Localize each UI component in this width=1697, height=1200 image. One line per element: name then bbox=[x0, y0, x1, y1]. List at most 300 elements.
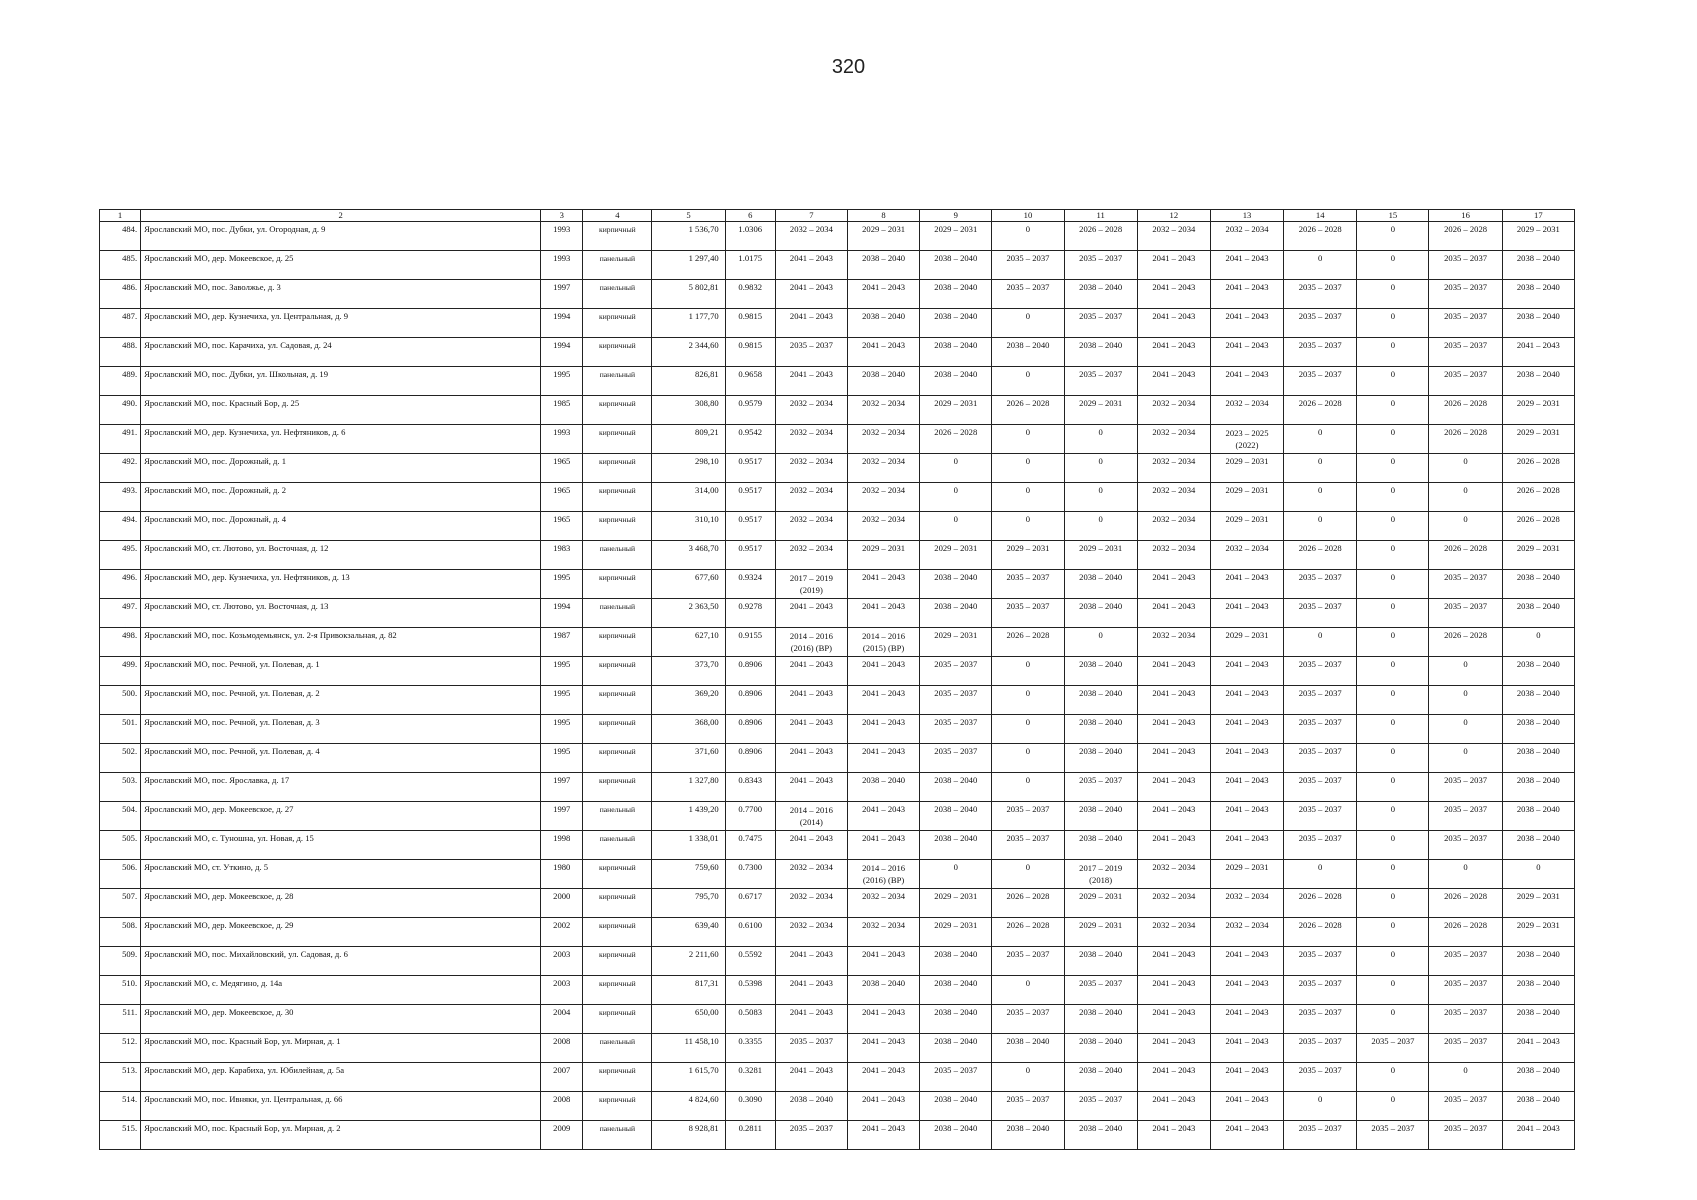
row-number-cell: 509. bbox=[100, 947, 141, 976]
total-area-cell: 759,60 bbox=[652, 860, 725, 889]
row-number-cell: 512. bbox=[100, 1034, 141, 1063]
period-col-8-cell: 2041 – 2043 bbox=[847, 1121, 919, 1150]
period-col-12-cell: 2041 – 2043 bbox=[1137, 251, 1210, 280]
period-col-8-cell: 2032 – 2034 bbox=[847, 512, 919, 541]
period-col-15-cell: 0 bbox=[1357, 947, 1429, 976]
period-col-13-cell: 2029 – 2031 bbox=[1210, 483, 1283, 512]
period-col-8-cell: 2041 – 2043 bbox=[847, 802, 919, 831]
row-number-cell: 486. bbox=[100, 280, 141, 309]
period-col-10-cell: 2026 – 2028 bbox=[992, 889, 1064, 918]
period-col-13-cell: 2041 – 2043 bbox=[1210, 251, 1283, 280]
row-number-cell: 490. bbox=[100, 396, 141, 425]
period-col-14-cell: 2035 – 2037 bbox=[1284, 1121, 1357, 1150]
table-row bbox=[100, 628, 1575, 657]
period-col-13-cell: 2041 – 2043 bbox=[1210, 744, 1283, 773]
table-row bbox=[100, 599, 1575, 628]
total-area-cell: 1 177,70 bbox=[652, 309, 725, 338]
period-col-15-cell: 0 bbox=[1357, 976, 1429, 1005]
period-col-12-cell: 2041 – 2043 bbox=[1137, 280, 1210, 309]
period-col-12-cell: 2041 – 2043 bbox=[1137, 1092, 1210, 1121]
wall-material-cell: кирпичный bbox=[583, 425, 652, 454]
wear-coefficient-cell: 1.0306 bbox=[725, 222, 775, 251]
period-col-11-cell: 0 bbox=[1064, 425, 1137, 454]
period-col-15-cell: 0 bbox=[1357, 860, 1429, 889]
build-year-cell: 1965 bbox=[541, 483, 583, 512]
period-col-8-cell: 2029 – 2031 bbox=[847, 222, 919, 251]
wear-coefficient-cell: 1.0175 bbox=[725, 251, 775, 280]
period-col-11-cell: 2038 – 2040 bbox=[1064, 1005, 1137, 1034]
period-col-15-cell: 0 bbox=[1357, 483, 1429, 512]
build-year-cell: 1993 bbox=[541, 425, 583, 454]
address-cell: Ярославский МО, дер. Мокеевское, д. 29 bbox=[141, 918, 541, 947]
period-col-10-cell: 0 bbox=[992, 860, 1064, 889]
build-year-cell: 1994 bbox=[541, 338, 583, 367]
period-col-15-cell: 0 bbox=[1357, 396, 1429, 425]
period-col-15-cell: 0 bbox=[1357, 280, 1429, 309]
period-col-17-cell: 2041 – 2043 bbox=[1502, 1121, 1574, 1150]
wear-coefficient-cell: 0.9517 bbox=[725, 541, 775, 570]
period-col-12-cell: 2041 – 2043 bbox=[1137, 976, 1210, 1005]
period-col-7-cell: 2041 – 2043 bbox=[775, 1005, 847, 1034]
period-col-7-cell: 2017 – 2019 (2019) bbox=[775, 570, 847, 599]
period-col-11-cell: 2038 – 2040 bbox=[1064, 570, 1137, 599]
period-col-9-cell: 0 bbox=[920, 454, 992, 483]
total-area-cell: 310,10 bbox=[652, 512, 725, 541]
period-col-9-cell: 0 bbox=[920, 483, 992, 512]
column-number-12: 12 bbox=[1137, 210, 1210, 222]
table-row bbox=[100, 1092, 1575, 1121]
wall-material-cell: кирпичный bbox=[583, 483, 652, 512]
period-col-14-cell: 2035 – 2037 bbox=[1284, 338, 1357, 367]
period-col-16-cell: 0 bbox=[1429, 860, 1502, 889]
period-col-15-cell: 0 bbox=[1357, 222, 1429, 251]
period-col-17-cell: 2038 – 2040 bbox=[1502, 657, 1574, 686]
period-col-17-cell: 2029 – 2031 bbox=[1502, 541, 1574, 570]
period-col-13-cell: 2041 – 2043 bbox=[1210, 1121, 1283, 1150]
period-col-14-cell: 0 bbox=[1284, 512, 1357, 541]
period-col-9-cell: 2038 – 2040 bbox=[920, 251, 992, 280]
address-cell: Ярославский МО, дер. Карабиха, ул. Юбилейная, д. 5а bbox=[141, 1063, 541, 1092]
period-col-12-cell: 2032 – 2034 bbox=[1137, 396, 1210, 425]
wall-material-cell: кирпичный bbox=[583, 947, 652, 976]
period-col-8-cell: 2014 – 2016 (2015) (ВР) bbox=[847, 628, 919, 657]
address-cell: Ярославский МО, пос. Михайловский, ул. Садовая, д. 6 bbox=[141, 947, 541, 976]
row-number-cell: 506. bbox=[100, 860, 141, 889]
period-col-9-cell: 2035 – 2037 bbox=[920, 686, 992, 715]
wall-material-cell: кирпичный bbox=[583, 396, 652, 425]
wall-material-cell: панельный bbox=[583, 280, 652, 309]
build-year-cell: 2002 bbox=[541, 918, 583, 947]
period-col-16-cell: 2026 – 2028 bbox=[1429, 425, 1502, 454]
period-col-11-cell: 2038 – 2040 bbox=[1064, 831, 1137, 860]
period-col-14-cell: 0 bbox=[1284, 251, 1357, 280]
row-number-cell: 497. bbox=[100, 599, 141, 628]
build-year-cell: 1993 bbox=[541, 222, 583, 251]
period-col-13-cell: 2032 – 2034 bbox=[1210, 541, 1283, 570]
row-number-cell: 489. bbox=[100, 367, 141, 396]
period-col-7-cell: 2032 – 2034 bbox=[775, 425, 847, 454]
period-col-9-cell: 2035 – 2037 bbox=[920, 1063, 992, 1092]
period-col-9-cell: 2035 – 2037 bbox=[920, 744, 992, 773]
period-col-12-cell: 2032 – 2034 bbox=[1137, 860, 1210, 889]
period-col-9-cell: 2035 – 2037 bbox=[920, 657, 992, 686]
period-col-12-cell: 2032 – 2034 bbox=[1137, 483, 1210, 512]
wear-coefficient-cell: 0.7700 bbox=[725, 802, 775, 831]
address-cell: Ярославский МО, пос. Дорожный, д. 1 bbox=[141, 454, 541, 483]
period-col-12-cell: 2041 – 2043 bbox=[1137, 599, 1210, 628]
period-col-11-cell: 2029 – 2031 bbox=[1064, 918, 1137, 947]
address-cell: Ярославский МО, пос. Красный Бор, ул. Мирная, д. 1 bbox=[141, 1034, 541, 1063]
period-col-11-cell: 2038 – 2040 bbox=[1064, 280, 1137, 309]
wall-material-cell: кирпичный bbox=[583, 1063, 652, 1092]
period-col-14-cell: 2035 – 2037 bbox=[1284, 744, 1357, 773]
row-number-cell: 508. bbox=[100, 918, 141, 947]
period-col-16-cell: 0 bbox=[1429, 744, 1502, 773]
period-col-16-cell: 0 bbox=[1429, 512, 1502, 541]
table-row bbox=[100, 367, 1575, 396]
total-area-cell: 1 615,70 bbox=[652, 1063, 725, 1092]
build-year-cell: 2003 bbox=[541, 947, 583, 976]
row-number-cell: 492. bbox=[100, 454, 141, 483]
total-area-cell: 650,00 bbox=[652, 1005, 725, 1034]
period-col-11-cell: 2038 – 2040 bbox=[1064, 715, 1137, 744]
period-col-14-cell: 2026 – 2028 bbox=[1284, 222, 1357, 251]
period-col-12-cell: 2041 – 2043 bbox=[1137, 1034, 1210, 1063]
period-col-12-cell: 2032 – 2034 bbox=[1137, 222, 1210, 251]
period-col-11-cell: 2035 – 2037 bbox=[1064, 773, 1137, 802]
period-col-16-cell: 2026 – 2028 bbox=[1429, 628, 1502, 657]
period-col-11-cell: 2038 – 2040 bbox=[1064, 599, 1137, 628]
total-area-cell: 369,20 bbox=[652, 686, 725, 715]
period-col-17-cell: 2026 – 2028 bbox=[1502, 512, 1574, 541]
total-area-cell: 4 824,60 bbox=[652, 1092, 725, 1121]
total-area-cell: 809,21 bbox=[652, 425, 725, 454]
period-col-8-cell: 2032 – 2034 bbox=[847, 483, 919, 512]
period-col-17-cell: 2029 – 2031 bbox=[1502, 918, 1574, 947]
period-col-10-cell: 0 bbox=[992, 686, 1064, 715]
period-col-7-cell: 2032 – 2034 bbox=[775, 918, 847, 947]
column-number-8: 8 bbox=[847, 210, 919, 222]
period-col-10-cell: 0 bbox=[992, 454, 1064, 483]
period-col-16-cell: 0 bbox=[1429, 483, 1502, 512]
wear-coefficient-cell: 0.9542 bbox=[725, 425, 775, 454]
row-number-cell: 505. bbox=[100, 831, 141, 860]
column-number-6: 6 bbox=[725, 210, 775, 222]
period-col-14-cell: 0 bbox=[1284, 425, 1357, 454]
column-number-15: 15 bbox=[1357, 210, 1429, 222]
period-col-9-cell: 2038 – 2040 bbox=[920, 1005, 992, 1034]
build-year-cell: 1983 bbox=[541, 541, 583, 570]
wall-material-cell: кирпичный bbox=[583, 773, 652, 802]
period-col-14-cell: 2035 – 2037 bbox=[1284, 802, 1357, 831]
period-col-11-cell: 2038 – 2040 bbox=[1064, 947, 1137, 976]
period-col-17-cell: 2041 – 2043 bbox=[1502, 1034, 1574, 1063]
period-col-9-cell: 2029 – 2031 bbox=[920, 628, 992, 657]
address-cell: Ярославский МО, пос. Карачиха, ул. Садовая, д. 24 bbox=[141, 338, 541, 367]
period-col-14-cell: 0 bbox=[1284, 628, 1357, 657]
table-row bbox=[100, 918, 1575, 947]
table-row bbox=[100, 251, 1575, 280]
period-col-15-cell: 0 bbox=[1357, 454, 1429, 483]
table-row bbox=[100, 222, 1575, 251]
period-col-8-cell: 2029 – 2031 bbox=[847, 541, 919, 570]
wear-coefficient-cell: 0.5592 bbox=[725, 947, 775, 976]
period-col-16-cell: 2035 – 2037 bbox=[1429, 338, 1502, 367]
wear-coefficient-cell: 0.7475 bbox=[725, 831, 775, 860]
period-col-16-cell: 2035 – 2037 bbox=[1429, 831, 1502, 860]
total-area-cell: 308,80 bbox=[652, 396, 725, 425]
wall-material-cell: панельный bbox=[583, 251, 652, 280]
period-col-10-cell: 0 bbox=[992, 309, 1064, 338]
build-year-cell: 1985 bbox=[541, 396, 583, 425]
period-col-14-cell: 2026 – 2028 bbox=[1284, 541, 1357, 570]
wear-coefficient-cell: 0.9517 bbox=[725, 483, 775, 512]
address-cell: Ярославский МО, с. Медягино, д. 14а bbox=[141, 976, 541, 1005]
wall-material-cell: кирпичный bbox=[583, 222, 652, 251]
period-col-13-cell: 2029 – 2031 bbox=[1210, 512, 1283, 541]
row-number-cell: 499. bbox=[100, 657, 141, 686]
period-col-17-cell: 2026 – 2028 bbox=[1502, 483, 1574, 512]
address-cell: Ярославский МО, дер. Мокеевское, д. 28 bbox=[141, 889, 541, 918]
period-col-12-cell: 2041 – 2043 bbox=[1137, 657, 1210, 686]
period-col-7-cell: 2032 – 2034 bbox=[775, 454, 847, 483]
wear-coefficient-cell: 0.9517 bbox=[725, 512, 775, 541]
address-cell: Ярославский МО, дер. Мокеевское, д. 27 bbox=[141, 802, 541, 831]
period-col-14-cell: 2035 – 2037 bbox=[1284, 657, 1357, 686]
wall-material-cell: панельный bbox=[583, 367, 652, 396]
period-col-17-cell: 2038 – 2040 bbox=[1502, 367, 1574, 396]
period-col-10-cell: 2035 – 2037 bbox=[992, 570, 1064, 599]
period-col-10-cell: 0 bbox=[992, 222, 1064, 251]
period-col-12-cell: 2041 – 2043 bbox=[1137, 1121, 1210, 1150]
period-col-16-cell: 2026 – 2028 bbox=[1429, 222, 1502, 251]
table-row bbox=[100, 1121, 1575, 1150]
period-col-16-cell: 2035 – 2037 bbox=[1429, 309, 1502, 338]
wear-coefficient-cell: 0.9832 bbox=[725, 280, 775, 309]
period-col-16-cell: 2026 – 2028 bbox=[1429, 889, 1502, 918]
period-col-9-cell: 2026 – 2028 bbox=[920, 425, 992, 454]
period-col-12-cell: 2041 – 2043 bbox=[1137, 831, 1210, 860]
period-col-11-cell: 2038 – 2040 bbox=[1064, 1034, 1137, 1063]
period-col-14-cell: 2026 – 2028 bbox=[1284, 396, 1357, 425]
wear-coefficient-cell: 0.6100 bbox=[725, 918, 775, 947]
period-col-15-cell: 0 bbox=[1357, 889, 1429, 918]
period-col-14-cell: 2026 – 2028 bbox=[1284, 918, 1357, 947]
period-col-11-cell: 2038 – 2040 bbox=[1064, 1063, 1137, 1092]
period-col-7-cell: 2032 – 2034 bbox=[775, 860, 847, 889]
build-year-cell: 1980 bbox=[541, 860, 583, 889]
period-col-13-cell: 2041 – 2043 bbox=[1210, 1092, 1283, 1121]
period-col-11-cell: 2035 – 2037 bbox=[1064, 367, 1137, 396]
column-number-14: 14 bbox=[1284, 210, 1357, 222]
build-year-cell: 1997 bbox=[541, 802, 583, 831]
address-cell: Ярославский МО, пос. Дорожный, д. 2 bbox=[141, 483, 541, 512]
period-col-13-cell: 2041 – 2043 bbox=[1210, 309, 1283, 338]
wall-material-cell: кирпичный bbox=[583, 454, 652, 483]
table-body bbox=[100, 222, 1575, 1150]
total-area-cell: 1 338,01 bbox=[652, 831, 725, 860]
period-col-13-cell: 2041 – 2043 bbox=[1210, 1034, 1283, 1063]
period-col-12-cell: 2041 – 2043 bbox=[1137, 802, 1210, 831]
period-col-12-cell: 2041 – 2043 bbox=[1137, 367, 1210, 396]
build-year-cell: 2008 bbox=[541, 1092, 583, 1121]
period-col-17-cell: 2038 – 2040 bbox=[1502, 599, 1574, 628]
row-number-cell: 491. bbox=[100, 425, 141, 454]
period-col-14-cell: 2035 – 2037 bbox=[1284, 280, 1357, 309]
period-col-15-cell: 0 bbox=[1357, 1092, 1429, 1121]
build-year-cell: 1998 bbox=[541, 831, 583, 860]
period-col-12-cell: 2032 – 2034 bbox=[1137, 541, 1210, 570]
total-area-cell: 3 468,70 bbox=[652, 541, 725, 570]
period-col-15-cell: 0 bbox=[1357, 599, 1429, 628]
period-col-10-cell: 2038 – 2040 bbox=[992, 338, 1064, 367]
period-col-12-cell: 2041 – 2043 bbox=[1137, 947, 1210, 976]
column-number-1: 1 bbox=[100, 210, 141, 222]
period-col-9-cell: 2038 – 2040 bbox=[920, 570, 992, 599]
wall-material-cell: кирпичный bbox=[583, 657, 652, 686]
address-cell: Ярославский МО, пос. Ивняки, ул. Центральная, д. 66 bbox=[141, 1092, 541, 1121]
period-col-12-cell: 2041 – 2043 bbox=[1137, 686, 1210, 715]
period-col-8-cell: 2041 – 2043 bbox=[847, 831, 919, 860]
period-col-15-cell: 0 bbox=[1357, 1063, 1429, 1092]
wall-material-cell: кирпичный bbox=[583, 976, 652, 1005]
period-col-17-cell: 2029 – 2031 bbox=[1502, 889, 1574, 918]
period-col-13-cell: 2041 – 2043 bbox=[1210, 599, 1283, 628]
total-area-cell: 8 928,81 bbox=[652, 1121, 725, 1150]
address-cell: Ярославский МО, пос. Речной, ул. Полевая, д. 1 bbox=[141, 657, 541, 686]
address-cell: Ярославский МО, ст. Уткино, д. 5 bbox=[141, 860, 541, 889]
table-row bbox=[100, 541, 1575, 570]
period-col-12-cell: 2032 – 2034 bbox=[1137, 889, 1210, 918]
period-col-13-cell: 2041 – 2043 bbox=[1210, 802, 1283, 831]
period-col-10-cell: 0 bbox=[992, 976, 1064, 1005]
period-col-17-cell: 2038 – 2040 bbox=[1502, 280, 1574, 309]
period-col-9-cell: 2038 – 2040 bbox=[920, 1092, 992, 1121]
period-col-13-cell: 2041 – 2043 bbox=[1210, 1063, 1283, 1092]
period-col-13-cell: 2032 – 2034 bbox=[1210, 918, 1283, 947]
period-col-16-cell: 2035 – 2037 bbox=[1429, 570, 1502, 599]
period-col-12-cell: 2041 – 2043 bbox=[1137, 744, 1210, 773]
period-col-15-cell: 0 bbox=[1357, 628, 1429, 657]
wear-coefficient-cell: 0.3090 bbox=[725, 1092, 775, 1121]
period-col-7-cell: 2014 – 2016 (2014) bbox=[775, 802, 847, 831]
total-area-cell: 1 327,80 bbox=[652, 773, 725, 802]
row-number-cell: 510. bbox=[100, 976, 141, 1005]
period-col-16-cell: 2035 – 2037 bbox=[1429, 280, 1502, 309]
build-year-cell: 1995 bbox=[541, 686, 583, 715]
wall-material-cell: кирпичный bbox=[583, 686, 652, 715]
housing-registry-table bbox=[99, 209, 1575, 1150]
period-col-8-cell: 2038 – 2040 bbox=[847, 309, 919, 338]
build-year-cell: 2000 bbox=[541, 889, 583, 918]
period-col-11-cell: 2026 – 2028 bbox=[1064, 222, 1137, 251]
period-col-12-cell: 2032 – 2034 bbox=[1137, 425, 1210, 454]
total-area-cell: 1 536,70 bbox=[652, 222, 725, 251]
period-col-8-cell: 2032 – 2034 bbox=[847, 425, 919, 454]
period-col-12-cell: 2041 – 2043 bbox=[1137, 309, 1210, 338]
table-row bbox=[100, 483, 1575, 512]
period-col-7-cell: 2032 – 2034 bbox=[775, 396, 847, 425]
period-col-10-cell: 0 bbox=[992, 512, 1064, 541]
wall-material-cell: кирпичный bbox=[583, 860, 652, 889]
wear-coefficient-cell: 0.8906 bbox=[725, 657, 775, 686]
period-col-12-cell: 2041 – 2043 bbox=[1137, 715, 1210, 744]
period-col-12-cell: 2041 – 2043 bbox=[1137, 773, 1210, 802]
period-col-7-cell: 2032 – 2034 bbox=[775, 889, 847, 918]
table-row bbox=[100, 686, 1575, 715]
total-area-cell: 1 439,20 bbox=[652, 802, 725, 831]
period-col-7-cell: 2041 – 2043 bbox=[775, 251, 847, 280]
period-col-17-cell: 2038 – 2040 bbox=[1502, 715, 1574, 744]
column-number-2: 2 bbox=[141, 210, 541, 222]
total-area-cell: 11 458,10 bbox=[652, 1034, 725, 1063]
table-row bbox=[100, 715, 1575, 744]
column-number-17: 17 bbox=[1502, 210, 1574, 222]
period-col-10-cell: 2035 – 2037 bbox=[992, 1005, 1064, 1034]
build-year-cell: 2004 bbox=[541, 1005, 583, 1034]
period-col-9-cell: 2038 – 2040 bbox=[920, 309, 992, 338]
period-col-9-cell: 2038 – 2040 bbox=[920, 802, 992, 831]
period-col-9-cell: 2038 – 2040 bbox=[920, 338, 992, 367]
wall-material-cell: кирпичный bbox=[583, 744, 652, 773]
period-col-13-cell: 2041 – 2043 bbox=[1210, 976, 1283, 1005]
period-col-17-cell: 2038 – 2040 bbox=[1502, 570, 1574, 599]
address-cell: Ярославский МО, ст. Лютово, ул. Восточная, д. 13 bbox=[141, 599, 541, 628]
table-row bbox=[100, 309, 1575, 338]
build-year-cell: 1995 bbox=[541, 367, 583, 396]
period-col-15-cell: 0 bbox=[1357, 715, 1429, 744]
column-number-11: 11 bbox=[1064, 210, 1137, 222]
address-cell: Ярославский МО, пос. Речной, ул. Полевая, д. 4 bbox=[141, 744, 541, 773]
period-col-8-cell: 2041 – 2043 bbox=[847, 570, 919, 599]
period-col-10-cell: 2026 – 2028 bbox=[992, 918, 1064, 947]
period-col-16-cell: 2035 – 2037 bbox=[1429, 802, 1502, 831]
total-area-cell: 298,10 bbox=[652, 454, 725, 483]
total-area-cell: 1 297,40 bbox=[652, 251, 725, 280]
period-col-13-cell: 2041 – 2043 bbox=[1210, 367, 1283, 396]
period-col-17-cell: 2038 – 2040 bbox=[1502, 686, 1574, 715]
period-col-16-cell: 2035 – 2037 bbox=[1429, 251, 1502, 280]
period-col-16-cell: 0 bbox=[1429, 657, 1502, 686]
table-row bbox=[100, 512, 1575, 541]
period-col-14-cell: 0 bbox=[1284, 454, 1357, 483]
period-col-11-cell: 0 bbox=[1064, 454, 1137, 483]
period-col-8-cell: 2041 – 2043 bbox=[847, 1092, 919, 1121]
period-col-7-cell: 2041 – 2043 bbox=[775, 715, 847, 744]
build-year-cell: 1994 bbox=[541, 599, 583, 628]
period-col-9-cell: 2038 – 2040 bbox=[920, 1121, 992, 1150]
row-number-cell: 507. bbox=[100, 889, 141, 918]
period-col-10-cell: 2038 – 2040 bbox=[992, 1121, 1064, 1150]
period-col-17-cell: 2026 – 2028 bbox=[1502, 454, 1574, 483]
period-col-16-cell: 0 bbox=[1429, 454, 1502, 483]
build-year-cell: 2009 bbox=[541, 1121, 583, 1150]
period-col-7-cell: 2041 – 2043 bbox=[775, 599, 847, 628]
period-col-17-cell: 2038 – 2040 bbox=[1502, 1005, 1574, 1034]
period-col-8-cell: 2041 – 2043 bbox=[847, 599, 919, 628]
period-col-11-cell: 0 bbox=[1064, 628, 1137, 657]
row-number-cell: 504. bbox=[100, 802, 141, 831]
period-col-7-cell: 2035 – 2037 bbox=[775, 338, 847, 367]
period-col-12-cell: 2041 – 2043 bbox=[1137, 570, 1210, 599]
period-col-7-cell: 2041 – 2043 bbox=[775, 976, 847, 1005]
period-col-15-cell: 0 bbox=[1357, 802, 1429, 831]
period-col-12-cell: 2032 – 2034 bbox=[1137, 628, 1210, 657]
period-col-13-cell: 2029 – 2031 bbox=[1210, 628, 1283, 657]
row-number-cell: 503. bbox=[100, 773, 141, 802]
period-col-8-cell: 2014 – 2016 (2016) (ВР) bbox=[847, 860, 919, 889]
wear-coefficient-cell: 0.3281 bbox=[725, 1063, 775, 1092]
